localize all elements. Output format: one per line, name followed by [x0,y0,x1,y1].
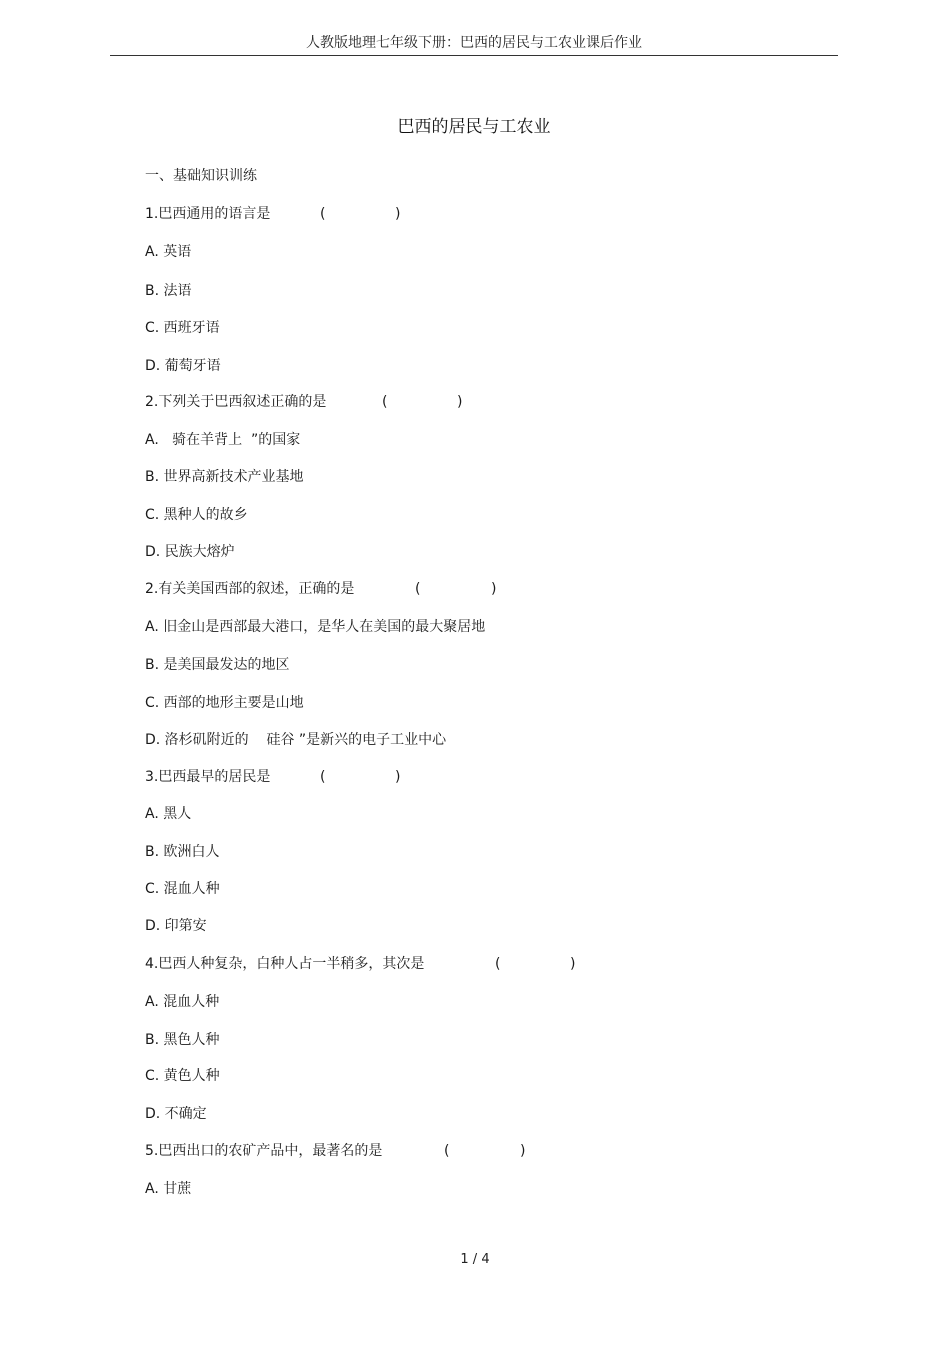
option: D. 民族大熔炉 [145,544,235,560]
answer-open-paren: ( [415,581,421,597]
answer-close-paren: ) [570,956,576,972]
answer-close-paren: ) [457,394,463,410]
option: C. 黑种人的故乡 [145,507,248,523]
option: A. 混血人种 [145,994,220,1010]
option: C. 混血人种 [145,881,220,897]
page-number: 1 / 4 [460,1252,490,1267]
answer-open-paren: ( [320,769,326,785]
answer-open-paren: ( [495,956,501,972]
question-stem: 3.巴西最早的居民是 [145,769,271,785]
question-stem: 2.下列关于巴西叙述正确的是 [145,394,327,410]
option: A. 英语 [145,244,192,260]
question-stem: 2.有关美国西部的叙述，正确的是 [145,581,355,597]
running-header: 人教版地理七年级下册：巴西的居民与工农业课后作业 [306,35,642,51]
option: C. 西班牙语 [145,320,220,336]
question-stem: 4.巴西人种复杂，白种人占一半稍多，其次是 [145,956,425,972]
option: D. 洛杉矶附近的 硅谷 ”是新兴的电子工业中心 [145,732,447,748]
answer-open-paren: ( [444,1143,450,1159]
answer-close-paren: ) [520,1143,526,1159]
page-title: 巴西的居民与工农业 [397,117,551,137]
option: D. 不确定 [145,1106,207,1122]
option: B. 世界高新技术产业基地 [145,469,304,485]
question-stem: 5.巴西出口的农矿产品中，最著名的是 [145,1143,383,1159]
option: D. 葡萄牙语 [145,358,221,374]
option: A. 旧金山是西部最大港口，是华人在美国的最大聚居地 [145,619,486,635]
question-stem: 1.巴西通用的语言是 [145,206,271,222]
section-heading: 一、基础知识训练 [145,168,257,184]
option: B. 欧洲白人 [145,844,220,860]
header-rule [110,55,838,56]
option: B. 是美国最发达的地区 [145,657,290,673]
answer-open-paren: ( [320,206,326,222]
option: B. 黑色人种 [145,1032,220,1048]
option: A. 甘蔗 [145,1181,192,1197]
option: A. 黑人 [145,806,192,822]
answer-close-paren: ) [491,581,497,597]
answer-open-paren: ( [382,394,388,410]
option: C. 西部的地形主要是山地 [145,695,304,711]
answer-close-paren: ) [395,206,401,222]
option: A. 骑在羊背上 ”的国家 [145,432,301,448]
option: C. 黄色人种 [145,1068,220,1084]
option: D. 印第安 [145,918,207,934]
answer-close-paren: ) [395,769,401,785]
option: B. 法语 [145,283,192,299]
